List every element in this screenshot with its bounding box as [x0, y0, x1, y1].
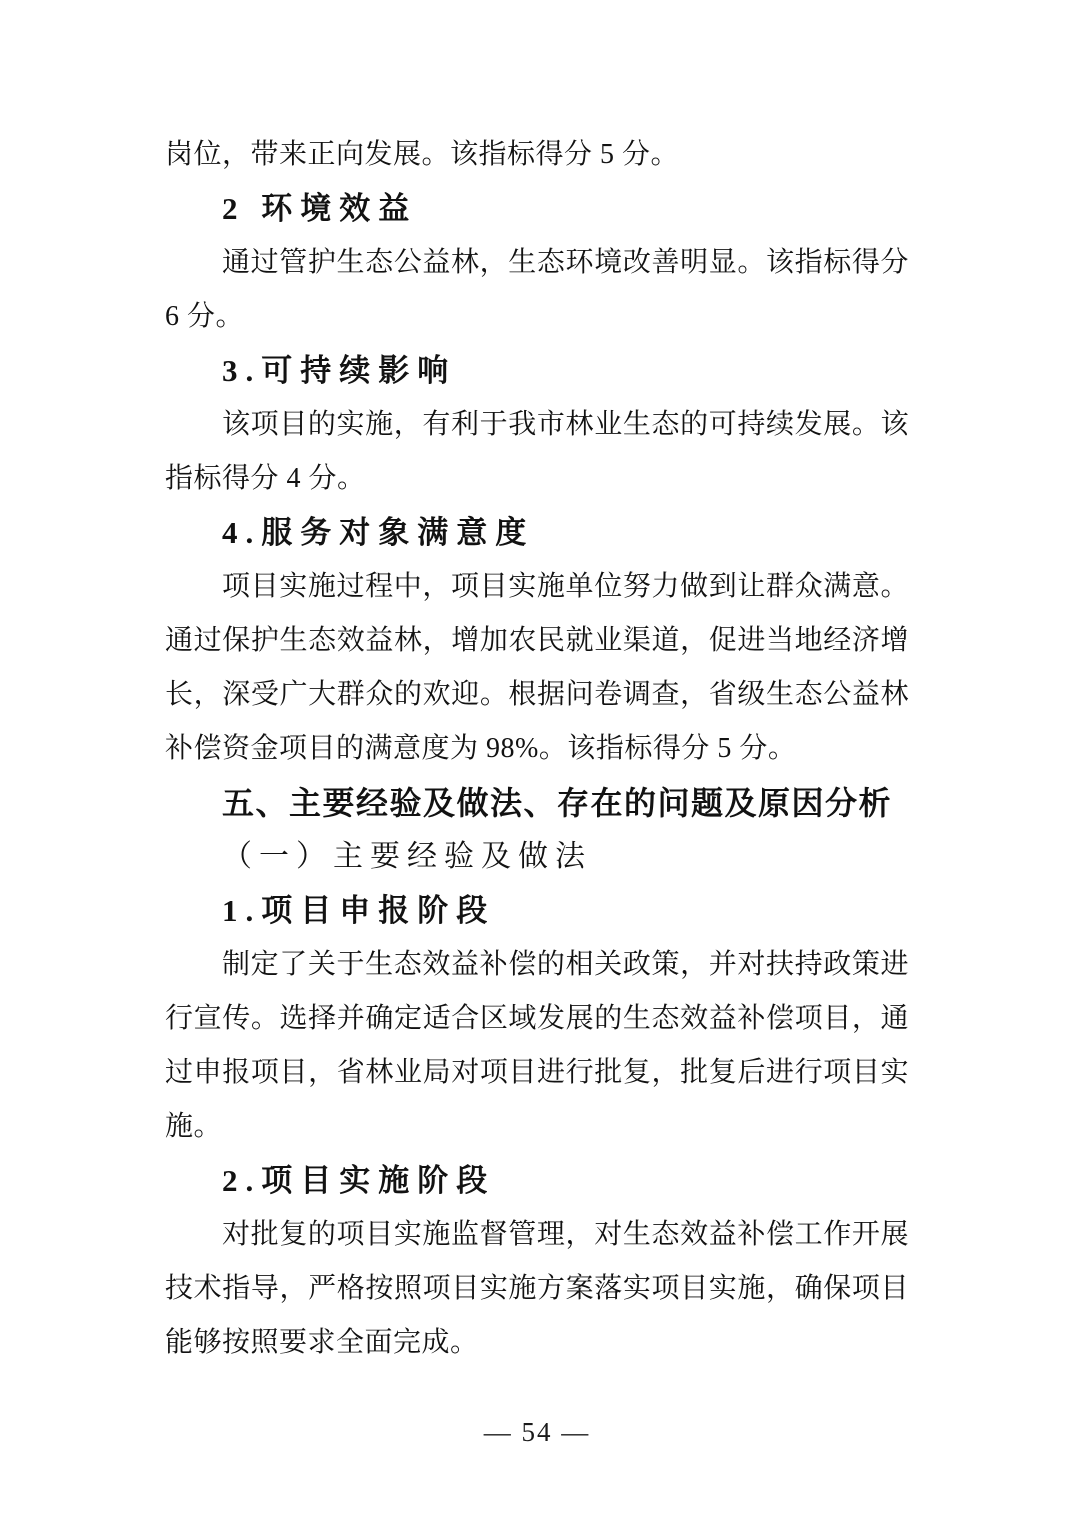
- paragraph-sustainable-impact: 该项目的实施，有利于我市林业生态的可持续发展。该指标得分 4 分。: [165, 409, 909, 494]
- heading-section-five-experience-problems: 五、主要经验及做法、存在的问题及原因分析: [222, 785, 893, 821]
- heading-sustainable-impact: 3.可持续影响: [222, 353, 457, 388]
- subheading-main-experience-practices: （一）主要经验及做法: [222, 840, 592, 873]
- paragraph-service-satisfaction: 项目实施过程中，项目实施单位努力做到让群众满意。通过保护生态效益林，增加农民就业渠道，促进当地经济增长，深受广大群众的欢迎。根据问卷调查，省级生态公益林补偿资金项目的满意度为 98%。该指标得分 5 分。: [165, 571, 909, 764]
- paragraph-environment-benefit: 通过管护生态公益林，生态环境改善明显。该指标得分 6 分。: [165, 247, 909, 332]
- paragraph-project-implementation-stage: 对批复的项目实施监督管理，对生态效益补偿工作开展技术指导，严格按照项目实施方案落实项目实施，确保项目能够按照要求全面完成。: [165, 1219, 909, 1358]
- heading-project-application-stage: 1.项目申报阶段: [222, 893, 496, 928]
- heading-service-satisfaction: 4.服务对象满意度: [222, 515, 535, 550]
- document-body: [165, 128, 909, 1370]
- paragraph-score-carryover: 岗位，带来正向发展。该指标得分 5 分。: [165, 139, 680, 170]
- heading-project-implementation-stage: 2.项目实施阶段: [222, 1163, 496, 1198]
- page-number: — 54 —: [483, 1417, 591, 1447]
- heading-environment-benefit: 2 环境效益: [222, 191, 418, 226]
- paragraph-project-application-stage: 制定了关于生态效益补偿的相关政策，并对扶持政策进行宣传。选择并确定适合区域发展的生态效益补偿项目，通过申报项目，省林业局对项目进行批复，批复后进行项目实施。: [165, 949, 909, 1142]
